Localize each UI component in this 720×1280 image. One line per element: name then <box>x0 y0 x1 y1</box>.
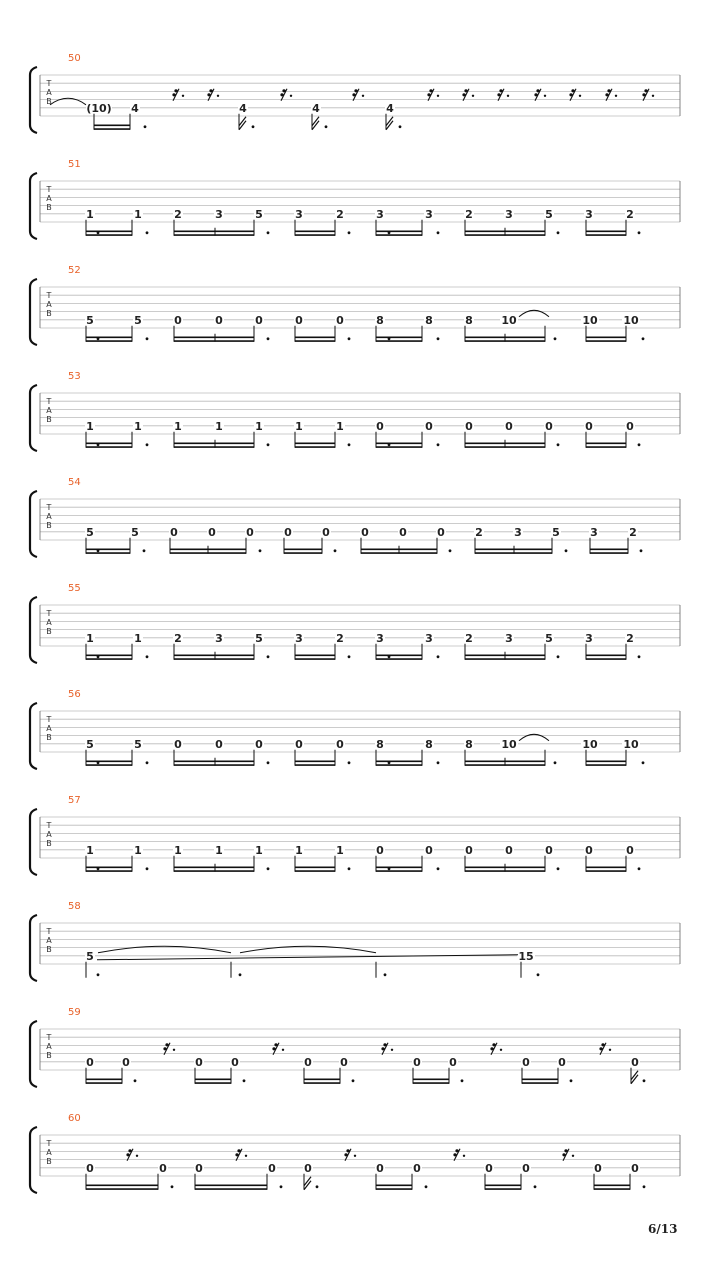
system-bracket <box>30 703 37 769</box>
fret-number: 0 <box>522 1055 530 1069</box>
fret-number: 2 <box>174 207 182 221</box>
fret-number: 1 <box>134 631 142 645</box>
rhythm-dot <box>146 231 149 234</box>
fret-number: 0 <box>437 525 445 539</box>
rhythm-dot <box>557 443 560 446</box>
sixteenth-rest-icon <box>381 1043 393 1055</box>
measure-number: 51 <box>68 159 81 170</box>
fret-number: 0 <box>626 843 634 857</box>
system-bracket <box>30 491 37 557</box>
fret-number: 5 <box>545 207 553 221</box>
fret-number: 8 <box>465 737 473 751</box>
rhythm-dot <box>534 1185 537 1188</box>
tab-clef-letter: A <box>46 618 52 627</box>
fret-number: 3 <box>376 631 384 645</box>
fret-number: 3 <box>514 525 522 539</box>
rhythm-dot <box>267 655 270 658</box>
fret-number: 2 <box>626 631 634 645</box>
rhythm-dot <box>642 761 645 764</box>
fret-number: 2 <box>629 525 637 539</box>
rhythm-dot <box>537 973 540 976</box>
fret-number: 0 <box>413 1161 421 1175</box>
fret-number: 0 <box>465 843 473 857</box>
rhythm-dot <box>280 1185 283 1188</box>
fret-number: 1 <box>174 843 182 857</box>
fret-number: 0 <box>159 1161 167 1175</box>
rhythm-dot <box>267 867 270 870</box>
sixteenth-rest-icon <box>462 89 474 101</box>
fret-number: 0 <box>558 1055 566 1069</box>
fret-number: 2 <box>336 207 344 221</box>
measure-57 <box>30 795 680 875</box>
fret-number: 0 <box>215 313 223 327</box>
fret-number: 0 <box>361 525 369 539</box>
rhythm-dot <box>643 1079 646 1082</box>
rhythm-dot <box>97 549 100 552</box>
fret-number: 0 <box>295 313 303 327</box>
tab-clef-letter: A <box>46 724 52 733</box>
fret-number: 1 <box>336 843 344 857</box>
tab-clef-letter: B <box>46 733 52 742</box>
tab-clef-letter: B <box>46 415 52 424</box>
measure-50 <box>30 53 680 133</box>
fret-number: 0 <box>295 737 303 751</box>
fret-number: 3 <box>215 631 223 645</box>
rhythm-dot <box>388 231 391 234</box>
fret-number: 0 <box>585 843 593 857</box>
fret-number: 3 <box>585 207 593 221</box>
rhythm-dot <box>557 655 560 658</box>
fret-number: 0 <box>399 525 407 539</box>
system-bracket <box>30 809 37 875</box>
rhythm-dot <box>565 549 568 552</box>
rhythm-dot <box>348 337 351 340</box>
fret-number: 0 <box>174 313 182 327</box>
fret-number: 0 <box>268 1161 276 1175</box>
tab-clef-letter: A <box>46 300 52 309</box>
sixteenth-rest-icon <box>562 1149 574 1161</box>
rhythm-dot <box>171 1185 174 1188</box>
fret-number: 10 <box>582 313 598 327</box>
fret-number: 1 <box>255 843 263 857</box>
rhythm-dot <box>437 231 440 234</box>
rhythm-dot <box>352 1079 355 1082</box>
fret-number: 0 <box>195 1161 203 1175</box>
fret-number: 0 <box>631 1055 639 1069</box>
fret-number: 1 <box>174 419 182 433</box>
sixteenth-rest-icon <box>642 89 654 101</box>
fret-number: 0 <box>170 525 178 539</box>
rhythm-dot <box>239 973 242 976</box>
fret-number: 1 <box>215 419 223 433</box>
fret-number: 0 <box>376 419 384 433</box>
sixteenth-rest-icon <box>163 1043 175 1055</box>
tab-clef-letter: A <box>46 88 52 97</box>
rhythm-dot <box>643 1185 646 1188</box>
rhythm-dot <box>388 655 391 658</box>
fret-number: 5 <box>134 313 142 327</box>
measure-60 <box>30 1113 680 1193</box>
tab-clef-letter: A <box>46 1042 52 1051</box>
sixteenth-rest-icon <box>534 89 546 101</box>
rhythm-dot <box>557 867 560 870</box>
rhythm-dot <box>437 761 440 764</box>
rhythm-dot <box>267 231 270 234</box>
fret-number: 5 <box>86 737 94 751</box>
fret-number: 3 <box>505 207 513 221</box>
fret-number: 4 <box>312 101 320 115</box>
fret-number: 0 <box>585 419 593 433</box>
rhythm-dot <box>437 337 440 340</box>
fret-number: 0 <box>626 419 634 433</box>
tab-clef-letter: T <box>46 185 52 194</box>
fret-number: 0 <box>336 737 344 751</box>
rhythm-dot <box>638 231 641 234</box>
sixteenth-rest-icon <box>352 89 364 101</box>
fret-number: 0 <box>340 1055 348 1069</box>
page-number: 6/13 <box>648 1222 678 1236</box>
rhythm-dot <box>134 1079 137 1082</box>
fret-number: 8 <box>465 313 473 327</box>
fret-number: 2 <box>465 207 473 221</box>
sixteenth-rest-icon <box>280 89 292 101</box>
fret-number: 0 <box>255 313 263 327</box>
fret-number: 5 <box>545 631 553 645</box>
fret-number: 1 <box>134 419 142 433</box>
tab-clef-letter: B <box>46 1157 52 1166</box>
rhythm-dot <box>252 125 255 128</box>
fret-number: 2 <box>626 207 634 221</box>
rhythm-dot <box>554 337 557 340</box>
fret-number: 5 <box>86 949 94 963</box>
fret-number: 1 <box>86 419 94 433</box>
measure-53 <box>30 371 680 451</box>
tab-clef-letter: B <box>46 1051 52 1060</box>
rhythm-dot <box>388 337 391 340</box>
tab-clef-letter: T <box>46 715 52 724</box>
fret-number: 0 <box>545 843 553 857</box>
rhythm-dot <box>325 125 328 128</box>
fret-number: 0 <box>195 1055 203 1069</box>
measure-number: 53 <box>68 371 81 382</box>
fret-number: 0 <box>376 1161 384 1175</box>
fret-number: 0 <box>545 419 553 433</box>
measure-52 <box>30 265 680 345</box>
fret-number: 8 <box>425 737 433 751</box>
tab-clef-letter: B <box>46 627 52 636</box>
tab-clef-letter: A <box>46 936 52 945</box>
measure-number: 57 <box>68 795 81 806</box>
fret-number: 3 <box>585 631 593 645</box>
system-bracket <box>30 597 37 663</box>
fret-number: 0 <box>304 1055 312 1069</box>
fret-number: 0 <box>449 1055 457 1069</box>
sixteenth-rest-icon <box>172 89 184 101</box>
fret-number: 1 <box>336 419 344 433</box>
fret-number: 2 <box>475 525 483 539</box>
fret-number: 5 <box>86 525 94 539</box>
system-bracket <box>30 173 37 239</box>
fret-number: 1 <box>86 631 94 645</box>
rhythm-dot <box>348 443 351 446</box>
fret-number: 4 <box>239 101 247 115</box>
fret-number: 0 <box>376 843 384 857</box>
fret-number: 10 <box>582 737 598 751</box>
fret-number: 3 <box>295 207 303 221</box>
fret-number: 3 <box>505 631 513 645</box>
rhythm-dot <box>388 867 391 870</box>
measure-number: 55 <box>68 583 81 594</box>
tab-clef-letter: A <box>46 406 52 415</box>
measure-55 <box>30 583 680 663</box>
rhythm-dot <box>267 761 270 764</box>
fret-number: 5 <box>86 313 94 327</box>
fret-number: 5 <box>134 737 142 751</box>
rhythm-dot <box>97 443 100 446</box>
rhythm-dot <box>97 761 100 764</box>
rhythm-dot <box>388 761 391 764</box>
rhythm-dot <box>348 761 351 764</box>
tab-clef-letter: T <box>46 1139 52 1148</box>
rhythm-dot <box>642 337 645 340</box>
fret-number: 0 <box>425 419 433 433</box>
fret-number: 0 <box>485 1161 493 1175</box>
system-bracket <box>30 915 37 981</box>
rhythm-dot <box>638 867 641 870</box>
measure-number: 56 <box>68 689 81 700</box>
fret-number: 8 <box>376 737 384 751</box>
fret-number: 2 <box>465 631 473 645</box>
measure-54 <box>30 477 680 557</box>
tab-clef-letter: A <box>46 1148 52 1157</box>
rhythm-dot <box>348 231 351 234</box>
rhythm-dot <box>143 549 146 552</box>
tab-clef-letter: T <box>46 79 52 88</box>
tab-clef-letter: A <box>46 512 52 521</box>
fret-number: 1 <box>134 207 142 221</box>
rhythm-dot <box>146 761 149 764</box>
measure-number: 54 <box>68 477 81 488</box>
tab-clef-letter: T <box>46 609 52 618</box>
fret-number: 0 <box>304 1161 312 1175</box>
sixteenth-rest-icon <box>605 89 617 101</box>
fret-number: 2 <box>336 631 344 645</box>
fret-number: 3 <box>215 207 223 221</box>
rhythm-dot <box>348 867 351 870</box>
fret-number: 15 <box>518 949 534 963</box>
fret-number: 0 <box>284 525 292 539</box>
fret-number: 0 <box>231 1055 239 1069</box>
system-bracket <box>30 1021 37 1087</box>
fret-number: 4 <box>131 101 139 115</box>
fret-number: 1 <box>295 419 303 433</box>
fret-number: 3 <box>425 207 433 221</box>
fret-number: 5 <box>255 207 263 221</box>
sixteenth-rest-icon <box>344 1149 356 1161</box>
system-bracket <box>30 1127 37 1193</box>
sixteenth-rest-icon <box>490 1043 502 1055</box>
rhythm-dot <box>97 231 100 234</box>
rhythm-dot <box>384 973 387 976</box>
measure-59 <box>30 1007 680 1087</box>
system-bracket <box>30 279 37 345</box>
fret-number: 10 <box>501 313 517 327</box>
rhythm-dot <box>638 443 641 446</box>
rhythm-dot <box>267 337 270 340</box>
fret-number: 5 <box>552 525 560 539</box>
tab-clef-letter: B <box>46 945 52 954</box>
fret-number: 8 <box>376 313 384 327</box>
rhythm-dot <box>388 443 391 446</box>
tab-clef-letter: B <box>46 97 52 106</box>
rhythm-dot <box>449 549 452 552</box>
tab-clef-letter: A <box>46 830 52 839</box>
fret-number: 0 <box>522 1161 530 1175</box>
fret-number: 10 <box>623 737 639 751</box>
sixteenth-rest-icon <box>599 1043 611 1055</box>
rhythm-dot <box>461 1079 464 1082</box>
fret-number: 1 <box>86 843 94 857</box>
tab-clef-letter: B <box>46 521 52 530</box>
fret-number: 10 <box>501 737 517 751</box>
rhythm-dot <box>425 1185 428 1188</box>
fret-number: 1 <box>215 843 223 857</box>
tab-clef-letter: T <box>46 397 52 406</box>
measure-number: 59 <box>68 1007 81 1018</box>
system-bracket <box>30 385 37 451</box>
sixteenth-rest-icon <box>497 89 509 101</box>
tab-clef-letter: B <box>46 203 52 212</box>
rhythm-dot <box>638 655 641 658</box>
sixteenth-rest-icon <box>272 1043 284 1055</box>
fret-number: 0 <box>174 737 182 751</box>
sixteenth-rest-icon <box>126 1149 138 1161</box>
system-bracket <box>30 67 37 133</box>
fret-number: 0 <box>208 525 216 539</box>
fret-number: 0 <box>413 1055 421 1069</box>
sixteenth-rest-icon <box>235 1149 247 1161</box>
sixteenth-rest-icon <box>427 89 439 101</box>
fret-number: 0 <box>86 1161 94 1175</box>
fret-number: 0 <box>246 525 254 539</box>
rhythm-dot <box>437 655 440 658</box>
sixteenth-rest-icon <box>569 89 581 101</box>
fret-number: 1 <box>295 843 303 857</box>
measure-number: 52 <box>68 265 81 276</box>
measure-51 <box>30 159 680 239</box>
measure-number: 58 <box>68 901 81 912</box>
fret-number: 5 <box>255 631 263 645</box>
fret-number: 5 <box>131 525 139 539</box>
rhythm-dot <box>348 655 351 658</box>
rhythm-dot <box>146 337 149 340</box>
fret-number: 1 <box>86 207 94 221</box>
rhythm-dot <box>97 337 100 340</box>
fret-number: 4 <box>386 101 394 115</box>
rhythm-dot <box>97 973 100 976</box>
rhythm-dot <box>570 1079 573 1082</box>
rhythm-dot <box>267 443 270 446</box>
fret-number: (10) <box>86 101 112 115</box>
rhythm-dot <box>144 125 147 128</box>
fret-number: 0 <box>86 1055 94 1069</box>
fret-number: 0 <box>465 419 473 433</box>
rhythm-dot <box>146 867 149 870</box>
tab-clef-letter: T <box>46 927 52 936</box>
sixteenth-rest-icon <box>207 89 219 101</box>
tab-clef-letter: T <box>46 291 52 300</box>
rhythm-dot <box>437 867 440 870</box>
fret-number: 0 <box>322 525 330 539</box>
rhythm-dot <box>146 443 149 446</box>
fret-number: 0 <box>215 737 223 751</box>
tab-clef-letter: T <box>46 1033 52 1042</box>
rhythm-dot <box>554 761 557 764</box>
rhythm-dot <box>146 655 149 658</box>
rhythm-dot <box>557 231 560 234</box>
rhythm-dot <box>334 549 337 552</box>
rhythm-dot <box>259 549 262 552</box>
measure-56 <box>30 689 680 769</box>
fret-number: 0 <box>631 1161 639 1175</box>
fret-number: 0 <box>425 843 433 857</box>
fret-number: 0 <box>336 313 344 327</box>
rhythm-dot <box>97 867 100 870</box>
tab-clef-letter: B <box>46 309 52 318</box>
fret-number: 3 <box>590 525 598 539</box>
fret-number: 0 <box>505 843 513 857</box>
fret-number: 1 <box>134 843 142 857</box>
fret-number: 3 <box>295 631 303 645</box>
measure-number: 60 <box>68 1113 81 1124</box>
fret-number: 8 <box>425 313 433 327</box>
rhythm-dot <box>437 443 440 446</box>
fret-number: 3 <box>376 207 384 221</box>
tab-clef-letter: B <box>46 839 52 848</box>
sixteenth-rest-icon <box>453 1149 465 1161</box>
fret-number: 1 <box>255 419 263 433</box>
measure-58 <box>30 901 680 981</box>
measure-number: 50 <box>68 53 81 64</box>
rhythm-dot <box>399 125 402 128</box>
rhythm-dot <box>640 549 643 552</box>
fret-number: 0 <box>122 1055 130 1069</box>
fret-number: 0 <box>505 419 513 433</box>
fret-number: 10 <box>623 313 639 327</box>
fret-number: 2 <box>174 631 182 645</box>
fret-number: 0 <box>255 737 263 751</box>
rhythm-dot <box>316 1185 319 1188</box>
fret-number: 3 <box>425 631 433 645</box>
tab-clef-letter: A <box>46 194 52 203</box>
rhythm-dot <box>97 655 100 658</box>
rhythm-dot <box>243 1079 246 1082</box>
fret-number: 0 <box>594 1161 602 1175</box>
tab-clef-letter: T <box>46 821 52 830</box>
tab-clef-letter: T <box>46 503 52 512</box>
